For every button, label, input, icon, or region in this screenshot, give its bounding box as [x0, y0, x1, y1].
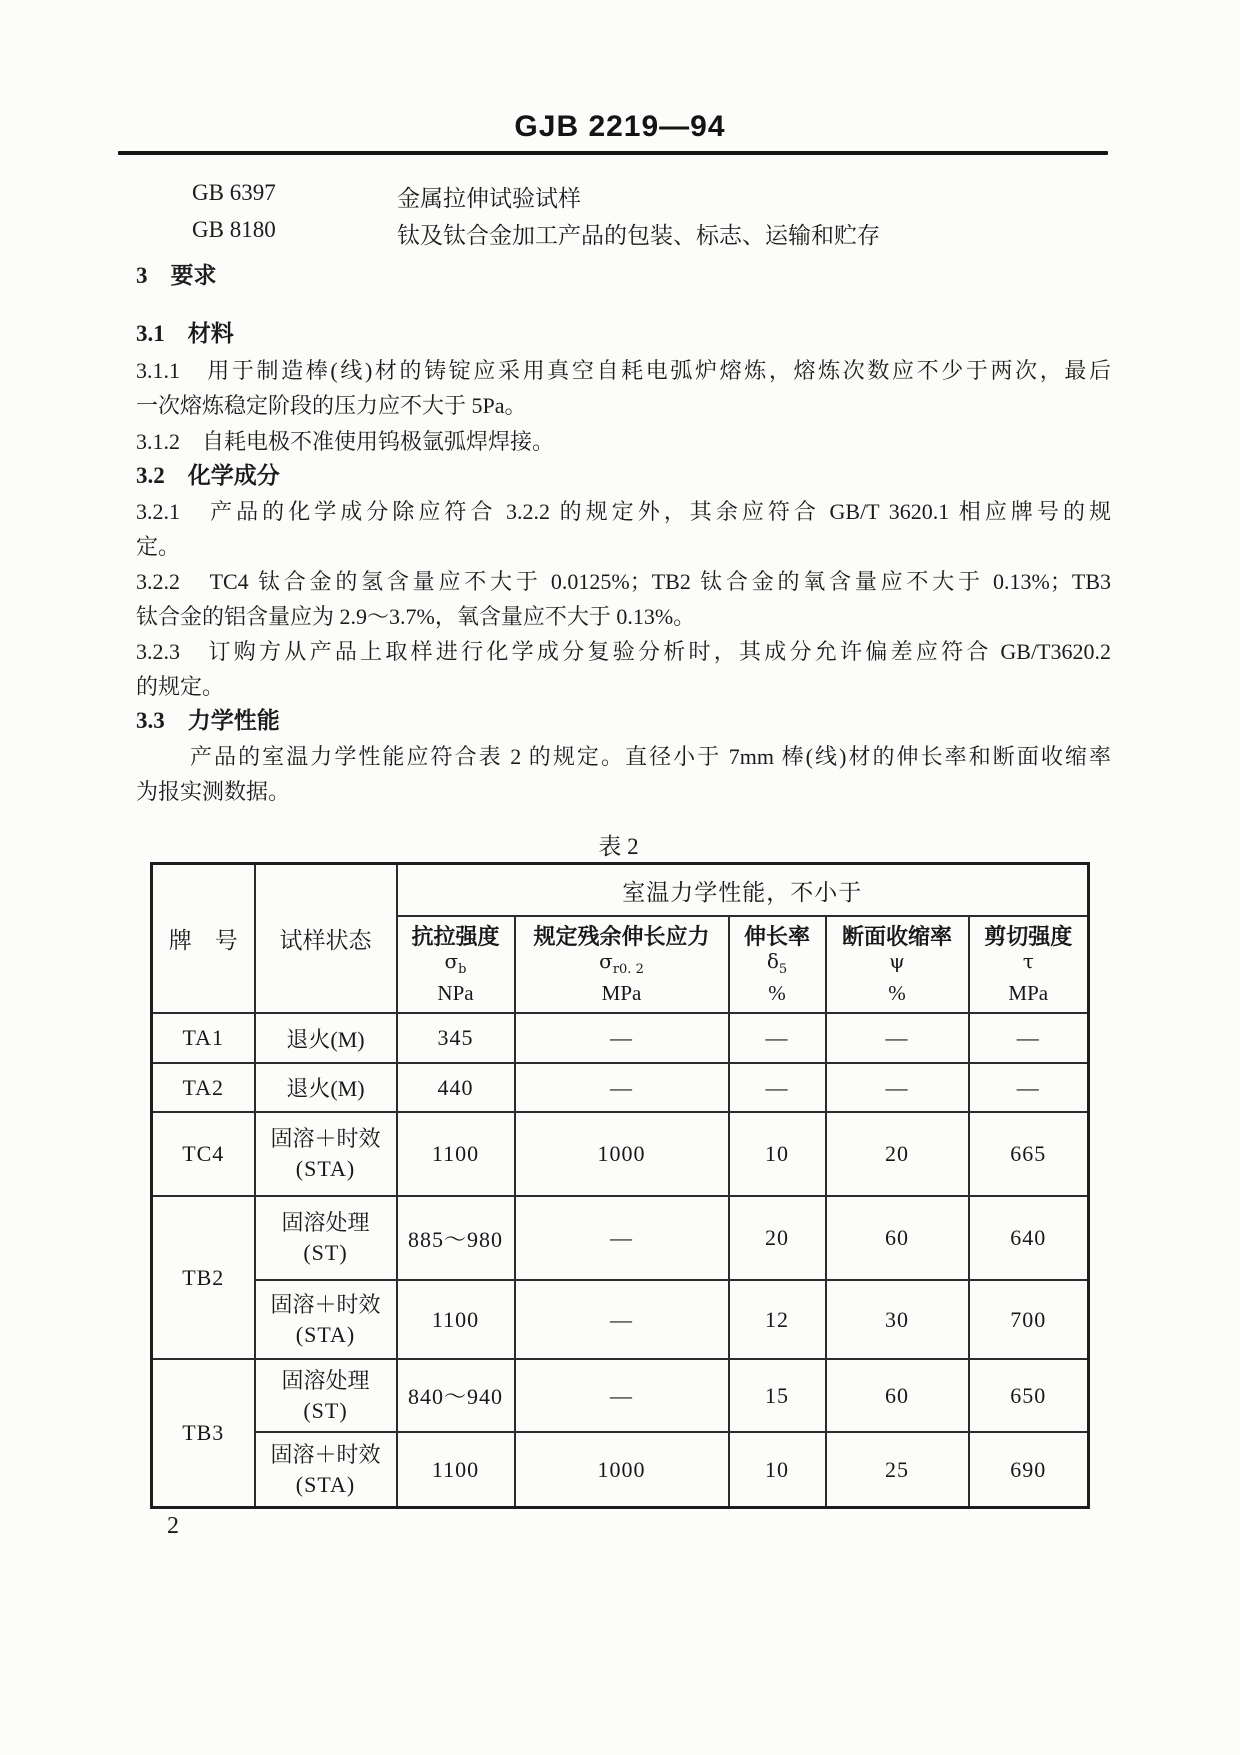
sigma-r02-symbol: $\sigma_{r0. 2}$	[599, 949, 644, 977]
col-header-group: 室温力学性能，不小于	[397, 864, 1089, 917]
state-cell: 退火(M)	[255, 1063, 397, 1112]
table-row	[152, 1280, 1089, 1359]
grade-cell: TB2	[152, 1196, 255, 1359]
value-cell: 15	[729, 1359, 826, 1432]
value-cell: 1100	[397, 1432, 515, 1508]
body-line: 3.2.1 产品的化学成分除应符合 3.2.2 的规定外，其余应符合 GB/T 3620.1 相应牌号的规	[136, 499, 1111, 524]
value-cell: 690	[969, 1432, 1089, 1508]
value-cell: 10	[729, 1112, 826, 1196]
header-rule	[118, 151, 1108, 155]
section-heading-3: 3 要求	[136, 263, 217, 288]
table-row	[152, 1112, 1089, 1196]
col-header-state: 试样状态	[255, 864, 397, 1014]
value-cell: 700	[969, 1280, 1089, 1359]
col-header-elongation: 伸长率 $\delta_5$ %	[729, 916, 826, 1013]
body-line: 为报实测数据。	[136, 779, 291, 804]
reference-code: GB 6397	[192, 180, 276, 205]
delta-5-symbol: $\delta_5$	[766, 949, 788, 977]
value-cell: —	[826, 1063, 969, 1112]
value-cell: —	[969, 1013, 1089, 1063]
body-line: 3.2.3 订购方从产品上取样进行化学成分复验分析时，其成分允许偏差应符合 GB/T3620.2	[136, 639, 1111, 664]
value-cell: 650	[969, 1359, 1089, 1432]
value-cell: —	[515, 1013, 729, 1063]
value-cell: —	[515, 1359, 729, 1432]
body-line: 3.1.1 用于制造棒(线)材的铸锭应采用真空自耗电弧炉熔炼，熔炼次数应不少于两次，最后	[136, 358, 1111, 383]
body-line: 一次熔炼稳定阶段的压力应不大于 5Pa。	[136, 393, 527, 418]
state-cell: 固溶＋时效 (STA)	[255, 1432, 397, 1508]
body-line: 钛合金的铝含量应为 2.9～3.7%，氧含量应不大于 0.13%。	[136, 604, 696, 629]
standard-code-title: GJB 2219—94	[514, 110, 726, 143]
col-header-residual-elongation-stress: 规定残余伸长应力 $\sigma_{r0. 2}$ MPa	[515, 916, 729, 1013]
reference-title: 钛及钛合金加工产品的包装、标志、运输和贮存	[397, 223, 880, 248]
reference-title: 金属拉伸试验试样	[397, 186, 581, 211]
mechanical-properties-table	[150, 862, 1090, 1509]
value-cell: 10	[729, 1432, 826, 1508]
state-cell: 固溶＋时效 (STA)	[255, 1280, 397, 1359]
value-cell: 60	[826, 1196, 969, 1280]
table-row	[152, 1432, 1089, 1508]
state-cell: 退火(M)	[255, 1013, 397, 1063]
value-cell: 1000	[515, 1112, 729, 1196]
value-cell: 20	[729, 1196, 826, 1280]
value-cell: 20	[826, 1112, 969, 1196]
sigma-b-symbol: $\sigma_b$	[444, 949, 467, 977]
value-cell: 665	[969, 1112, 1089, 1196]
value-cell: 1000	[515, 1432, 729, 1508]
value-cell: —	[969, 1063, 1089, 1112]
value-cell: 840～940	[397, 1359, 515, 1432]
grade-cell: TA1	[152, 1013, 255, 1063]
section-heading-3-2: 3.2 化学成分	[136, 463, 280, 488]
table-row	[152, 1196, 1089, 1280]
value-cell: 440	[397, 1063, 515, 1112]
value-cell: —	[729, 1063, 826, 1112]
tau-symbol: τ	[1022, 949, 1034, 973]
value-cell: —	[515, 1063, 729, 1112]
table-row	[152, 1013, 1089, 1063]
body-line: 3.2.2 TC4 钛合金的氢含量应不大于 0.0125%；TB2 钛合金的氧含量应不大于 0.13%；TB3	[136, 569, 1111, 594]
value-cell: 12	[729, 1280, 826, 1359]
state-cell: 固溶处理 (ST)	[255, 1359, 397, 1432]
value-cell: 885～980	[397, 1196, 515, 1280]
table-row	[152, 1063, 1089, 1112]
value-cell: 60	[826, 1359, 969, 1432]
body-line: 产品的室温力学性能应符合表 2 的规定。直径小于 7mm 棒(线)材的伸长率和断面收缩率	[190, 744, 1111, 769]
col-header-grade: 牌 号	[152, 864, 255, 1014]
col-header-shear-strength: 剪切强度 τ MPa	[969, 916, 1089, 1013]
body-line: 3.1.2 自耗电极不准使用钨极氩弧焊焊接。	[136, 429, 555, 454]
state-cell: 固溶处理 (ST)	[255, 1196, 397, 1280]
value-cell: —	[515, 1196, 729, 1280]
state-cell: 固溶＋时效 (STA)	[255, 1112, 397, 1196]
value-cell: 30	[826, 1280, 969, 1359]
col-header-reduction-of-area: 断面收缩率 ψ %	[826, 916, 969, 1013]
body-line: 定。	[136, 534, 181, 559]
value-cell: 640	[969, 1196, 1089, 1280]
section-heading-3-1: 3.1 材料	[136, 321, 234, 346]
table-row	[152, 1359, 1089, 1432]
value-cell: 1100	[397, 1112, 515, 1196]
value-cell: 345	[397, 1013, 515, 1063]
section-heading-3-3: 3.3 力学性能	[136, 708, 280, 733]
grade-cell: TB3	[152, 1359, 255, 1508]
body-line: 的规定。	[136, 674, 225, 699]
page-number: 2	[167, 1513, 179, 1539]
value-cell: —	[729, 1013, 826, 1063]
reference-code: GB 8180	[192, 217, 276, 242]
table-caption: 表 2	[598, 834, 639, 859]
value-cell: —	[826, 1013, 969, 1063]
grade-cell: TC4	[152, 1112, 255, 1196]
col-header-tensile-strength: 抗拉强度 $\sigma_b$ NPa	[397, 916, 515, 1013]
value-cell: —	[515, 1280, 729, 1359]
value-cell: 25	[826, 1432, 969, 1508]
value-cell: 1100	[397, 1280, 515, 1359]
psi-symbol: ψ	[889, 949, 905, 973]
grade-cell: TA2	[152, 1063, 255, 1112]
